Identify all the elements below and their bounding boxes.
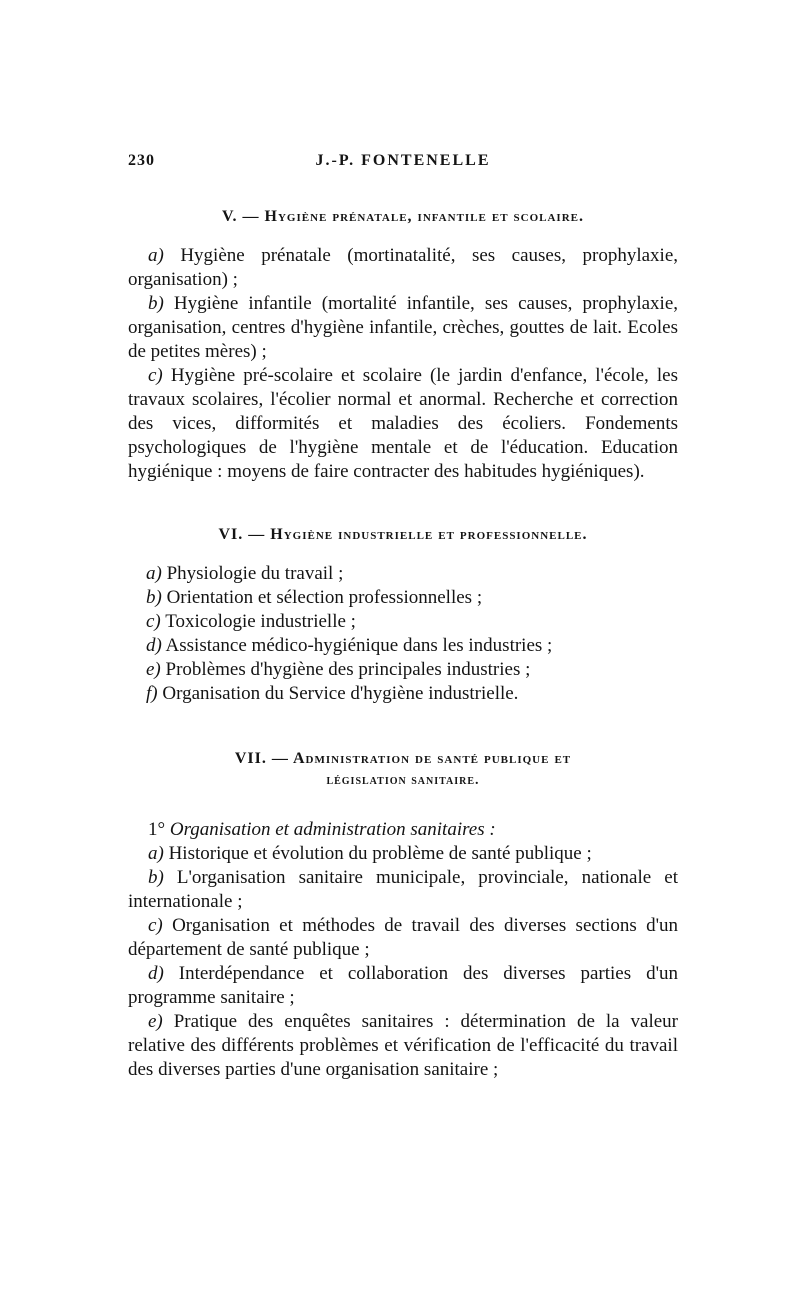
section-numeral: VII. —	[234, 750, 289, 767]
running-head	[128, 152, 678, 176]
list-item	[146, 682, 678, 706]
item-letter: e)	[146, 659, 161, 680]
item-text: Problèmes d'hygiène des principales industries ;	[165, 659, 531, 680]
item-text: Organisation et méthodes de travail des diverses sections d'un département de santé publique ;	[128, 915, 678, 960]
item-text: Toxicologie industrielle ;	[165, 611, 356, 632]
item-text: Physiologie du travail ;	[166, 563, 344, 584]
section-heading-vi	[128, 526, 678, 544]
section-v-body	[128, 244, 678, 484]
paragraph-vii-a	[128, 842, 678, 866]
item-letter: b)	[146, 587, 162, 608]
section-heading-v	[128, 208, 678, 226]
section-numeral: V. —	[222, 208, 260, 225]
item-letter: a)	[148, 245, 164, 266]
item-text: Assistance médico-hygiénique dans les industries ;	[165, 635, 553, 656]
list-item	[146, 658, 678, 682]
list-item	[146, 610, 678, 634]
list-item	[146, 586, 678, 610]
list-item	[146, 634, 678, 658]
paragraph-vii-b	[128, 866, 678, 914]
subheading-text: Organisation et administration sanitaires :	[169, 819, 496, 840]
section-title-line2: législation sanitaire.	[326, 773, 480, 788]
item-text: Organisation du Service d'hygiène industrielle.	[162, 683, 519, 704]
item-text: Interdépendance et collaboration des diverses parties d'un programme sanitaire ;	[128, 963, 678, 1008]
section-heading-vii	[128, 748, 678, 792]
subheading-number: 1°	[148, 819, 166, 840]
item-text: Hygiène pré-scolaire et scolaire (le jardin d'enfance, l'école, les travaux scolaires, l'écolier normal et anormal. Recherche et correction des vices, difformités et maladies des écoliers. Fondements psychologiques de l'hygiène mentale et de l'éducation. Education hygiénique : moyens de faire contracter des habitudes hygiéniques).	[128, 365, 678, 482]
item-letter: a)	[146, 563, 162, 584]
subheading	[128, 818, 678, 842]
item-letter: c)	[146, 611, 161, 632]
paragraph-v-c	[128, 364, 678, 484]
page-number: 230	[128, 152, 155, 169]
item-letter: a)	[148, 843, 164, 864]
item-text: Hygiène prénatale (mortinatalité, ses causes, prophylaxie, organisation) ;	[128, 245, 679, 290]
list-item	[146, 562, 678, 586]
item-text: Orientation et sélection professionnelles ;	[166, 587, 483, 608]
paragraph-vii-c	[128, 914, 678, 962]
item-letter: b)	[148, 293, 164, 314]
section-vi-list	[128, 562, 678, 706]
paragraph-v-b	[128, 292, 678, 364]
item-letter: c)	[148, 365, 163, 386]
book-page	[128, 152, 678, 1082]
item-text: L'organisation sanitaire municipale, provinciale, nationale et internationale ;	[128, 867, 678, 912]
item-text: Historique et évolution du problème de santé publique ;	[168, 843, 592, 864]
item-letter: d)	[148, 963, 164, 984]
item-letter: e)	[148, 1011, 163, 1032]
item-letter: d)	[146, 635, 162, 656]
section-vii-body	[128, 818, 678, 1082]
paragraph-vii-e	[128, 1010, 678, 1082]
section-title: Hygiène industrielle et professionnelle.	[270, 526, 588, 543]
running-title: J.-P. FONTENELLE	[315, 152, 491, 169]
paragraph-vii-d	[128, 962, 678, 1010]
section-title-line1: Administration de santé publique et	[293, 750, 572, 767]
item-text: Pratique des enquêtes sanitaires : détermination de la valeur relative des différents problèmes et vérification de l'efficacité du travail des diverses parties d'une organisation sanitaire ;	[128, 1011, 678, 1080]
item-text: Hygiène infantile (mortalité infantile, ses causes, prophylaxie, organisation, centres d'hygiène infantile, crèches, gouttes de lait. Ecoles de petites mères) ;	[128, 293, 679, 362]
paragraph-v-a	[128, 244, 678, 292]
section-title: Hygiène prénatale, infantile et scolaire.	[264, 208, 584, 225]
section-numeral: VI. —	[218, 526, 266, 543]
item-letter: c)	[148, 915, 163, 936]
item-letter: b)	[148, 867, 164, 888]
item-letter: f)	[146, 683, 158, 704]
